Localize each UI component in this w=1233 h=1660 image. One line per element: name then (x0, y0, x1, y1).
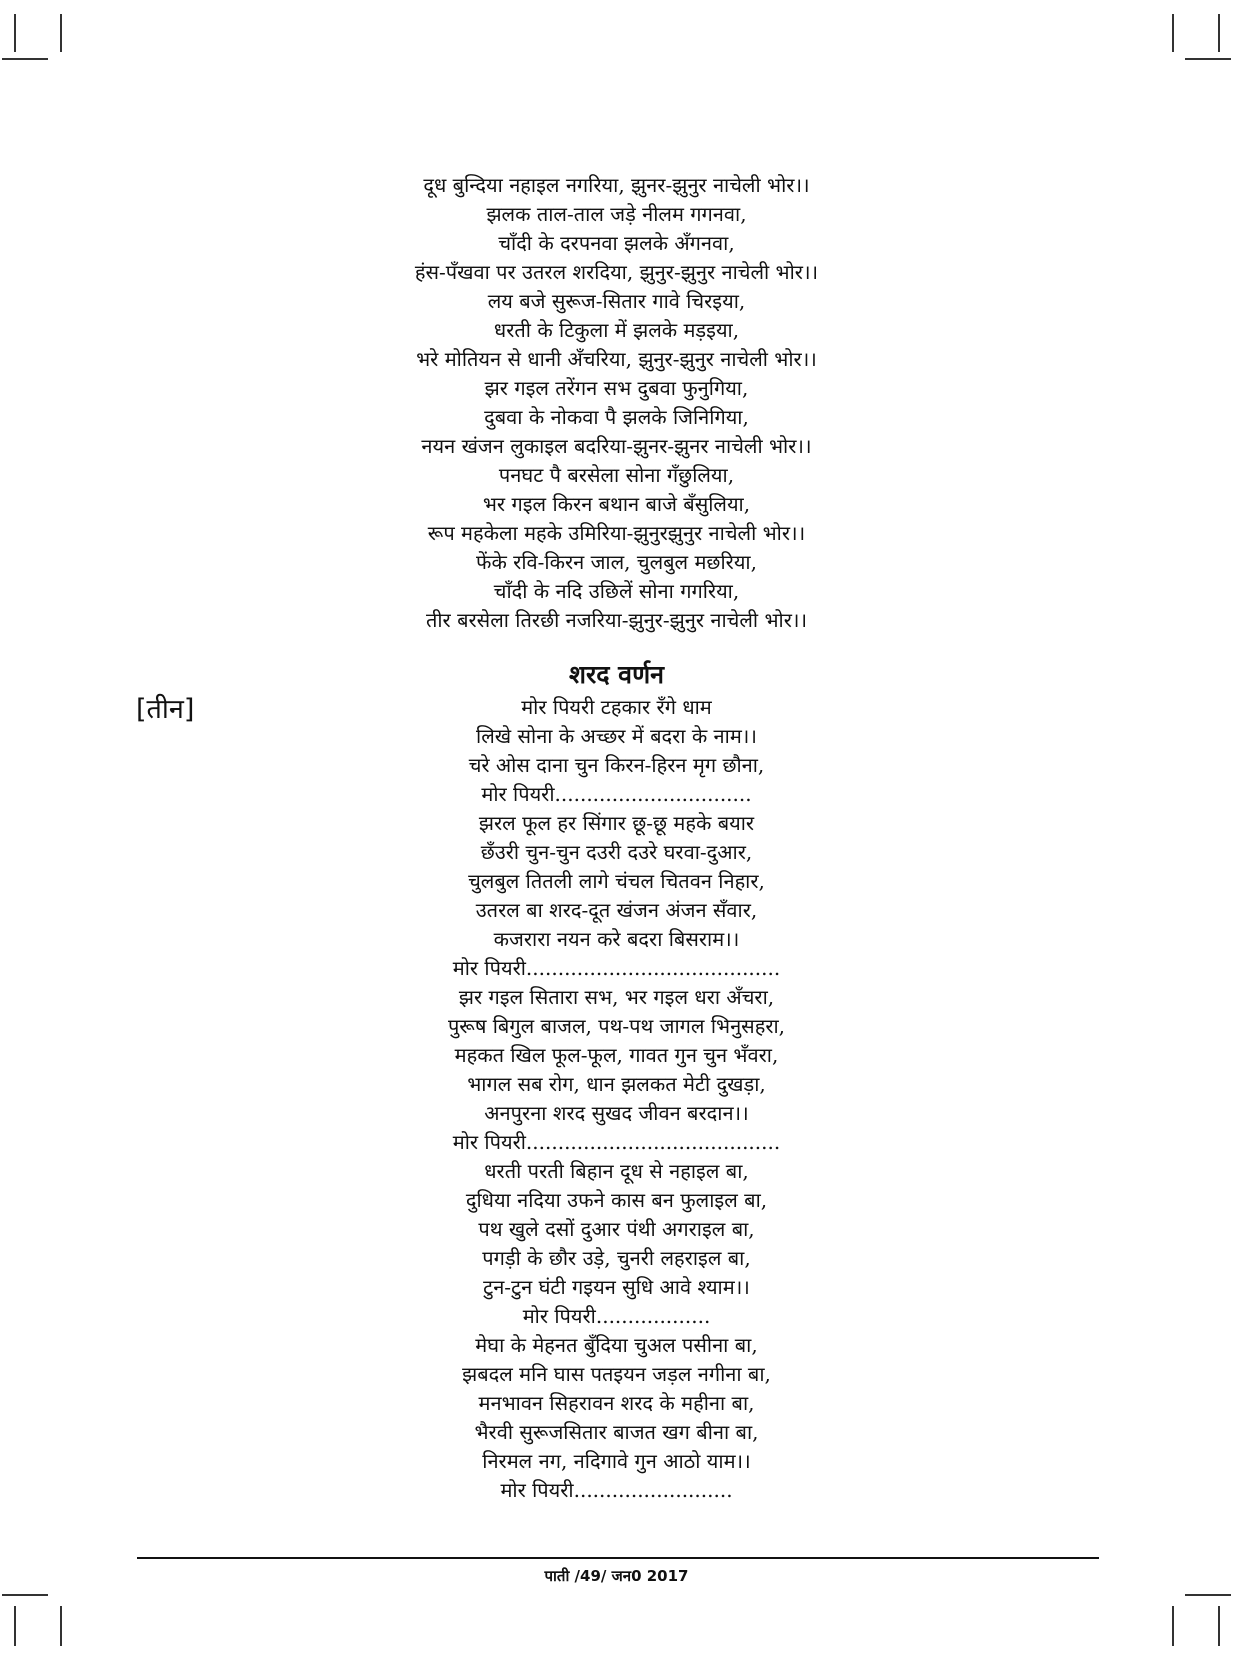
crop-mark (1218, 1606, 1220, 1646)
poem-line: मनभावन सिहरावन शरद के महीना बा, (478, 1391, 755, 1415)
poem-line: मोर पियरी टहकार रँगे धाम (521, 695, 712, 719)
poem-line: छँउरी चुन-चुन दउरी दउरे घरवा-दुआर, (480, 840, 753, 864)
poem-line: निरमल नग, नदिगावे गुन आठो याम।। (482, 1449, 751, 1473)
poem-line: भागल सब रोग, धान झलकत मेटी दुखड़ा, (467, 1072, 766, 1096)
poem-refrain: मोर पियरी......................... (500, 1478, 733, 1502)
poem-line: झर गइल सितारा सभ, भर गइल धरा अँचरा, (458, 985, 775, 1009)
section-number-label: [तीन] (136, 694, 195, 725)
poem-line: चाँदी के दरपनवा झलके अँगनवा, (498, 231, 735, 255)
poem-line: तीर बरसेला तिरछी नजरिया-झुनुर-झुनुर नाचेली भोर।। (425, 608, 808, 632)
crop-mark (2, 1594, 48, 1596)
poem-line: धरती परती बिहान दूध से नहाइल बा, (484, 1159, 749, 1183)
page-footer: पाती /49/ जन0 2017 (544, 1567, 689, 1585)
poem-line: चुलबुल तितली लागे चंचल चितवन निहार, (468, 869, 765, 893)
poem-line: पथ खुले दसों दुआर पंथी अगराइल बा, (478, 1217, 755, 1241)
poem-line: झर गइल तरेंगन सभ दुबवा फुनुगिया, (484, 376, 749, 400)
crop-mark (60, 1606, 62, 1646)
poem-line: रूप महकेला महके उमिरिया-झुनुरझुनुर नाचेली भोर।। (427, 521, 806, 545)
poem-line: मेघा के मेहनत बुँदिया चुअल पसीना बा, (475, 1333, 758, 1357)
crop-mark (14, 1606, 16, 1646)
poem-refrain: मोर पियरी........................................ (452, 1130, 781, 1154)
poem-line: पुरूष बिगुल बाजल, पथ-पथ जागल भिनुसहरा, (447, 1014, 786, 1038)
poem-line: टुन-टुन घंटी गइयन सुधि आवे श्याम।। (483, 1275, 750, 1299)
crop-mark (14, 14, 16, 52)
poem-line: दुबवा के नोकवा पै झलके जिनिगिया, (484, 405, 749, 429)
crop-mark (2, 58, 48, 60)
poem-refrain: मोर पियरी............................... (481, 782, 752, 806)
footer-rule (137, 1557, 1099, 1559)
crop-mark (1218, 14, 1220, 52)
poem-line: चाँदी के नदि उछिलें सोना गगरिया, (493, 579, 740, 603)
poem-line: धरती के टिकुला में झलके मड़इया, (493, 318, 740, 342)
poem-line: भरे मोतियन से धानी अँचरिया, झुनुर-झुनुर नाचेली भोर।। (416, 347, 817, 371)
poem-line: भैरवी सुरूजसितार बाजत खग बीना बा, (474, 1420, 759, 1444)
crop-mark (1172, 1606, 1174, 1646)
poem-line: उतरल बा शरद-दूत खंजन अंजन सँवार, (475, 898, 758, 922)
poem-refrain: मोर पियरी.................. (522, 1304, 711, 1328)
poem-line: पगड़ी के छौर उड़े, चुनरी लहराइल बा, (482, 1246, 751, 1270)
crop-mark (1172, 14, 1174, 52)
section-heading: शरद वर्णन (568, 660, 665, 689)
poem-line: फेंके रवि-किरन जाल, चुलबुल मछरिया, (476, 550, 757, 574)
crop-mark (60, 14, 62, 52)
poem-line: कजरारा नयन करे बदरा बिसराम।। (493, 927, 740, 951)
poem-stanza-one (0, 171, 1233, 635)
poem-line: झरल फूल हर सिंगार छू-छू महके बयार (478, 811, 755, 835)
poem-line: हंस-पँखवा पर उतरल शरदिया, झुनुर-झुनुर नाचेली भोर।। (414, 260, 819, 284)
crop-mark (1185, 58, 1231, 60)
poem-line: अनपुरना शरद सुखद जीवन बरदान।। (484, 1101, 749, 1125)
poem-line: झलक ताल-ताल जड़े नीलम गगनवा, (486, 202, 747, 226)
crop-mark (1185, 1594, 1231, 1596)
poem-line: दुधिया नदिया उफने कास बन फुलाइल बा, (465, 1188, 768, 1212)
poem-line: भर गइल किरन बथान बाजे बँसुलिया, (482, 492, 751, 516)
poem-refrain: मोर पियरी........................................ (452, 956, 781, 980)
poem-line: पनघट पै बरसेला सोना गँछुलिया, (498, 463, 735, 487)
poem-line: नयन खंजन लुकाइल बदरिया-झुनर-झुनर नाचेली भोर।। (421, 434, 812, 458)
poem-stanza-two (0, 693, 1233, 1505)
poem-line: लय बजे सुरूज-सितार गावे चिरइया, (487, 289, 746, 313)
poem-line: झबदल मनि घास पतइयन जड़ल नगीना बा, (462, 1362, 771, 1386)
poem-line: दूध बुन्दिया नहाइल नगरिया, झुनर-झुनुर नाचेली भोर।। (423, 173, 810, 197)
poem-line: महकत खिल फूल-फूल, गावत गुन चुन भँवरा, (454, 1043, 779, 1067)
poem-line: लिखे सोना के अच्छर में बदरा के नाम।। (476, 724, 757, 748)
poem-line: चरे ओस दाना चुन किरन-हिरन मृग छौना, (468, 753, 765, 777)
